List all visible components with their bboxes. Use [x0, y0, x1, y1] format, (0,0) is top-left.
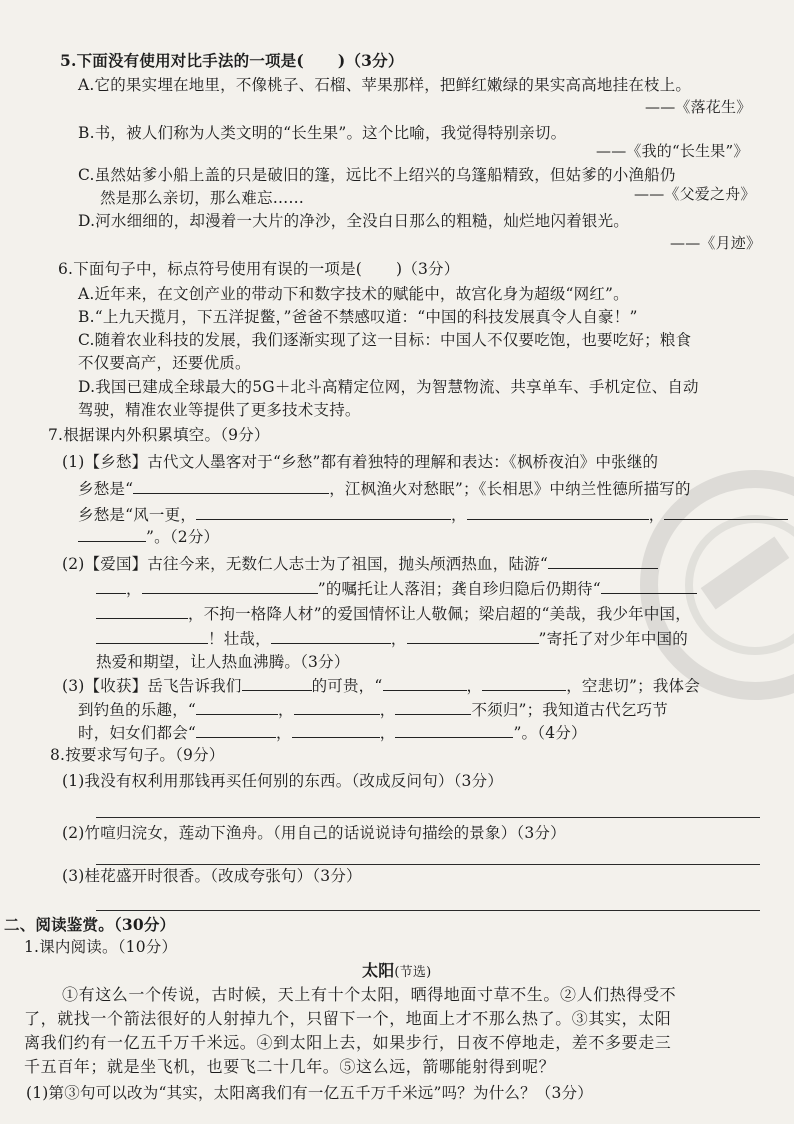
- q7-part3-comma5: ，: [379, 724, 396, 742]
- passage-line-4: 千五百年；就是坐飞机，也要飞二十几年。⑤这么远，箭哪能射得到呢？: [24, 1057, 556, 1076]
- q7-part3-text6: 时，妇女们都会“: [78, 724, 197, 742]
- passage-title-text: 太阳: [362, 961, 395, 980]
- q7-part2-line1: [62, 553, 658, 575]
- q7-part3-line3: [78, 722, 587, 744]
- section2-title: 二、阅读鉴赏。（30分）: [4, 915, 176, 934]
- q7-blank-21[interactable]: [292, 722, 380, 738]
- q5-option-a-source: ——《落花生》: [645, 98, 752, 116]
- q7-part3-text2: 的可贵，“: [311, 677, 383, 695]
- q7-part2-text: (2)【爱国】古往今来，无数仁人志士为了祖国，抛头颅洒热血，陆游“: [62, 555, 548, 573]
- q7-blank-16[interactable]: [482, 675, 566, 691]
- q8-item-3: (3)桂花盛开时很香。（改成夸张句）（3分）: [62, 867, 362, 885]
- q7-part1-line4: [78, 526, 219, 548]
- q5-option-b: B.书，被人们称为人类文明的“长生果”。这个比喻，我觉得特别亲切。: [78, 124, 567, 142]
- q5-option-d: D.河水细细的，却漫着一大片的净沙，全没白日那么的粗糙，灿烂地闪着银光。: [78, 212, 630, 230]
- q5-stem: [60, 50, 404, 72]
- q7-part3-text: (3)【收获】岳飞告诉我们: [62, 677, 242, 695]
- q7-blank-10[interactable]: [96, 603, 188, 619]
- q7-blank-2[interactable]: [196, 504, 451, 520]
- q6-option-a: A.近年来，在文创产业的带动下和数字技术的赋能中，故宫化身为超级“网红”。: [78, 285, 629, 303]
- q8-answer-line-1[interactable]: [96, 817, 760, 818]
- q7-part2-line4: [96, 628, 688, 650]
- q6-option-c-line1: C.随着农业科技的发展，我们逐渐实现了这一目标：中国人不仅要吃饱，也要吃好；粮食: [78, 331, 692, 349]
- q7-part2-comma2: ，: [390, 630, 407, 648]
- q5-option-c-line2: 然是那么亲切，那么难忘……: [100, 189, 305, 207]
- q6-option-d-line2: 驾驶，精准农业等提供了更多技术支持。: [78, 401, 361, 419]
- passage-title-note: (节选): [394, 965, 432, 980]
- q7-part3-score: ”。（4分）: [513, 724, 587, 742]
- q6-option-c-line2: 不仅要高产，还要优质。: [78, 354, 251, 372]
- q7-blank-9[interactable]: [601, 578, 697, 594]
- q6-option-b: B.“上九天揽月，下五洋捉鳖，”爸爸不禁感叹道：“中国的科技发展真令人自豪！”: [78, 308, 638, 326]
- q7-blank-15[interactable]: [383, 675, 467, 691]
- passage-line-2: 了，就找一个箭法很好的人射掉九个，只留下一个，地面上才不那么热了。③其实，太阳: [24, 1009, 672, 1028]
- q7-part2-comma: ，: [126, 580, 142, 598]
- q7-part3-text5: 不须归”；我知道古代乞巧节: [471, 701, 668, 719]
- q7-blank-13[interactable]: [407, 628, 539, 644]
- q7-blank-14[interactable]: [242, 675, 312, 691]
- q7-part3-comma3: ，: [379, 701, 396, 719]
- q7-part1-prefix2: 乡愁是“风一更，: [78, 506, 197, 524]
- q7-part3-comma2: ，: [278, 701, 294, 719]
- reading-question-1: (1)第③句可以改为“其实，太阳离我们有一亿五千万千米远”吗？为什么？（3分）: [26, 1084, 593, 1102]
- q7-part3-comma: ，: [466, 677, 483, 695]
- q6-stem-score: )（3分）: [396, 260, 460, 278]
- q7-part1-comma: ，: [451, 506, 467, 524]
- q8-item-1: (1)我没有权利用那钱再买任何别的东西。（改成反问句）（3分）: [62, 772, 504, 790]
- q6-stem-text: 6.下面句子中，标点符号使用有误的一项是(: [58, 260, 363, 278]
- passage-line-3: 离我们约有一亿五千万千米远。④到太阳上去，如果步行，日夜不停地走，差不多要走三: [24, 1033, 672, 1052]
- q7-blank-8[interactable]: [142, 578, 318, 594]
- q7-part1-score: ”。（2分）: [146, 528, 220, 546]
- passage-line-1: ①有这么一个传说，古时候，天上有十个太阳，晒得地面寸草不生。②人们热得受不: [62, 985, 677, 1004]
- q7-part2-line2: [96, 578, 697, 600]
- q7-blank-17[interactable]: [196, 699, 278, 715]
- q7-blank-11[interactable]: [96, 628, 208, 644]
- q7-blank-4[interactable]: [664, 504, 788, 520]
- passage-title: [362, 960, 431, 984]
- q6-stem: [58, 258, 459, 280]
- q7-part2-line5: 热爱和期望，让人热血沸腾。（3分）: [96, 653, 350, 671]
- q5-option-a: A.它的果实埋在地里，不像桃子、石榴、苹果那样，把鲜红嫩绿的果实高高地挂在枝上。: [78, 76, 692, 94]
- q5-option-c-line1: C.虽然姑爹小船上盖的只是破旧的篷，远比不上绍兴的乌篷船精致，但姑爹的小渔船仍: [78, 166, 676, 184]
- q6-option-d-line1: D.我国已建成全球最大的5G＋北斗高精定位网，为智慧物流、共享单车、手机定位、自动: [78, 378, 699, 396]
- q5-option-d-source: ——《月迹》: [670, 234, 762, 252]
- q7-blank-22[interactable]: [395, 722, 513, 738]
- q7-part3-line1: [62, 675, 700, 697]
- q7-part3-text3: ，空悲切”；我体会: [566, 677, 700, 695]
- q7-part3-line2: [78, 699, 668, 721]
- q7-blank-18[interactable]: [294, 699, 380, 715]
- q7-blank-12[interactable]: [271, 628, 391, 644]
- q7-part1-line1: (1)【乡愁】古代文人墨客对于“乡愁”都有着独特的理解和表达：《枫桥夜泊》中张继的: [62, 453, 659, 471]
- q7-blank-19[interactable]: [395, 699, 471, 715]
- q7-part3-comma4: ，: [276, 724, 292, 742]
- q5-stem-score: )（3分）: [337, 51, 404, 70]
- q7-part2-line3: [96, 603, 691, 625]
- q7-blank-3[interactable]: [467, 504, 649, 520]
- q7-blank-5[interactable]: [78, 526, 146, 542]
- q7-stem: 7.根据课内外积累填空。（9分）: [48, 426, 270, 444]
- q7-part2-text2: ”的嘱托让人落泪；龚自珍归隐后仍期待“: [317, 580, 601, 598]
- q5-stem-text: 5.下面没有使用对比手法的一项是(: [60, 51, 304, 70]
- q8-item-2: (2)竹喧归浣女，莲动下渔舟。（用自己的话说说诗句描绘的景象）（3分）: [62, 824, 566, 842]
- q7-blank-20[interactable]: [196, 722, 276, 738]
- section2-subtitle: 1.课内阅读。（10分）: [24, 938, 178, 956]
- q7-part1-line3: 乡愁是“风一更， ， ，: [78, 504, 788, 526]
- q7-part1-text: ，江枫渔火对愁眠”；《长相思》中纳兰性德所描写的: [329, 480, 691, 498]
- q7-blank-7[interactable]: [96, 578, 126, 594]
- q8-stem: 8.按要求写句子。（9分）: [50, 746, 225, 764]
- q5-option-b-source: ——《我的“长生果”》: [596, 142, 749, 160]
- q7-part1-line2: [78, 478, 691, 500]
- q7-part2-text3: ，不拘一格降人材”的爱国情怀让人敬佩；梁启超的“美哉，我少年中国，: [188, 605, 691, 623]
- q7-blank-1[interactable]: [133, 478, 329, 494]
- q5-option-c-source: ——《父爱之舟》: [634, 185, 756, 203]
- q8-answer-line-3[interactable]: [96, 910, 760, 911]
- q7-part2-text4: ！壮哉，: [208, 630, 271, 648]
- q7-part1-prefix: 乡愁是“: [78, 480, 134, 498]
- q7-part2-text5: ”寄托了对少年中国的: [538, 630, 688, 648]
- q7-blank-6[interactable]: [548, 553, 658, 569]
- q7-part3-text4: 到钓鱼的乐趣，“: [78, 701, 197, 719]
